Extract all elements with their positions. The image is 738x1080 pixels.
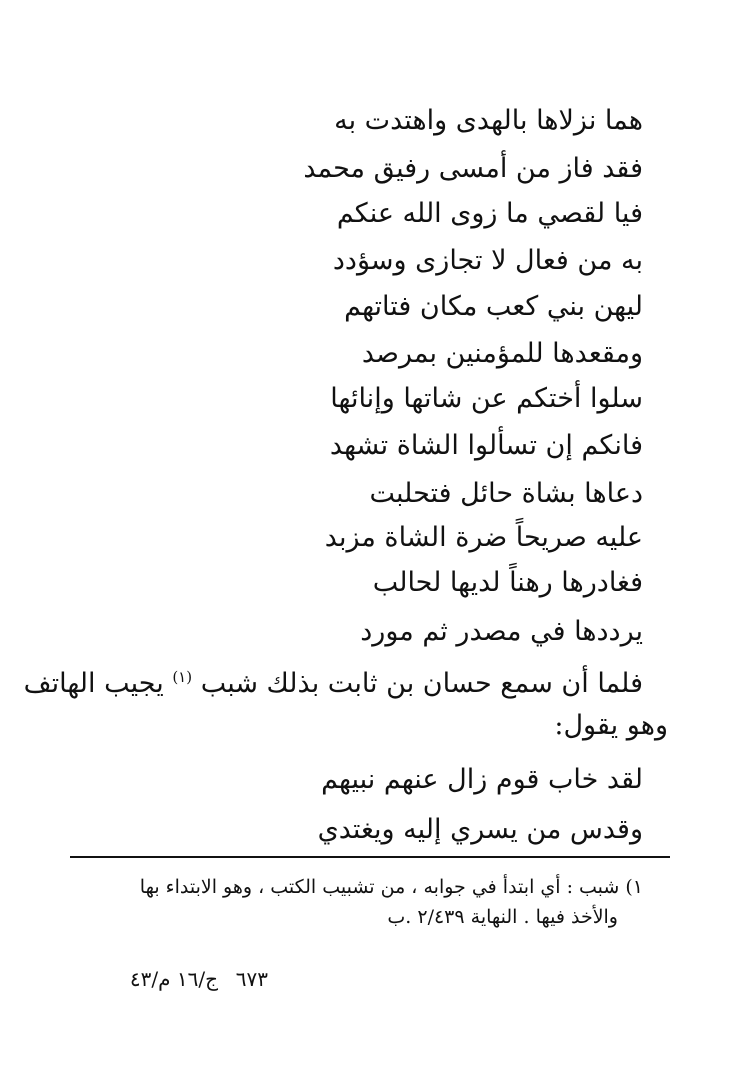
prose-line-2: وهو يقول:	[554, 710, 668, 741]
footnote-line-2: والأخذ فيها . النهاية ٢/٤٣٩ .ب	[387, 906, 618, 928]
verse-line-8: فانكم إن تسألوا الشاة تشهد	[329, 430, 643, 461]
verse-line-13: لقد خاب قوم زال عنهم نبيهم	[321, 764, 643, 795]
verse-line-6: ومقعدها للمؤمنين بمرصد	[361, 338, 643, 369]
page-number: ٦٧٣	[235, 967, 268, 991]
verse-line-2: فقد فاز من أمسى رفيق محمد	[303, 153, 643, 184]
footnote-marker: (١)	[172, 668, 193, 686]
verse-line-4: به من فعال لا تجازى وسؤدد	[332, 245, 643, 276]
verse-line-7: سلوا أختكم عن شاتها وإنائها	[330, 383, 643, 414]
footnote-divider	[70, 856, 670, 858]
verse-line-1: هما نزلاها بالهدى واهتدت به	[334, 105, 643, 136]
verse-line-9: دعاها بشاة حائل فتحلبت	[369, 478, 643, 509]
volume-reference: ج/١٦ م/٤٣	[129, 967, 218, 991]
prose-line-1-end: يجيب الهاتف	[23, 668, 164, 699]
verse-line-14: وقدس من يسري إليه ويغتدي	[317, 814, 643, 845]
footnote-line-1: ١) شبب : أي ابتدأ في جوابه ، من تشبيب الكتب ، وهو الابتداء بها	[139, 876, 643, 898]
verse-line-10: عليه صريحاً ضرة الشاة مزبد	[324, 522, 643, 553]
verse-line-11: فغادرها رهناً لديها لحالب	[372, 567, 643, 598]
verse-line-12: يرددها في مصدر ثم مورد	[360, 616, 643, 647]
verse-line-3: فيا لقصي ما زوى الله عنكم	[336, 198, 643, 229]
prose-line-1-start: فلما أن سمع حسان بن ثابت بذلك شبب	[200, 668, 643, 699]
prose-line-1	[24, 659, 643, 702]
verse-line-5: ليهن بني كعب مكان فتاتهم	[344, 291, 643, 322]
